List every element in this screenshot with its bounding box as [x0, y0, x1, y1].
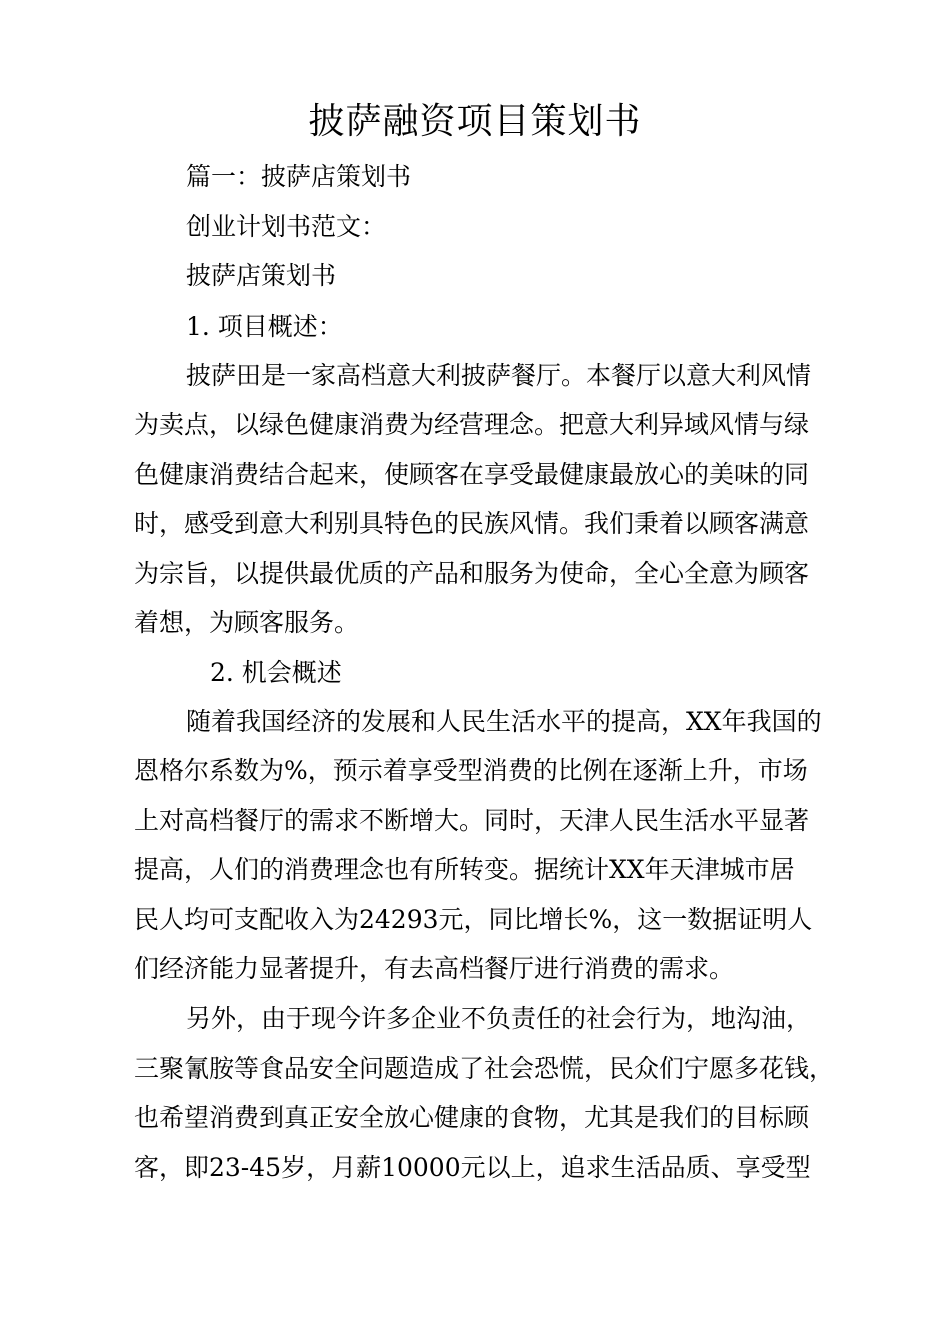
paragraph-line: 为宗旨，以提供最优质的产品和服务为使命，全心全意为顾客 [134, 559, 810, 588]
paragraph-line: 提高，人们的消费理念也有所转变。据统计XX年天津城市居 [134, 855, 795, 884]
paragraph-line: 另外，由于现今许多企业不负责任的社会行为，地沟油， [186, 1004, 812, 1033]
paragraph-line: 随着我国经济的发展和人民生活水平的提高，XX年我国的 [186, 707, 822, 736]
paragraph-line: 客，即23-45岁，月薪10000元以上，追求生活品质、享受型 [134, 1153, 811, 1182]
document-title: 披萨融资项目策划书 [308, 101, 642, 142]
paragraph-line: 三聚氰胺等食品安全问题造成了社会恐慌，民众们宁愿多花钱， [134, 1054, 835, 1083]
paragraph-line: 恩格尔系数为%，预示着享受型消费的比例在逐渐上升，市场 [134, 756, 808, 785]
text-line: 披萨店策划书 [186, 261, 337, 290]
section-heading: 篇一：披萨店策划书 [186, 162, 412, 191]
paragraph-line: 民人均可支配收入为24293元，同比增长%，这一数据证明人 [134, 905, 813, 934]
paragraph-line: 也希望消费到真正安全放心健康的食物，尤其是我们的目标顾 [134, 1103, 810, 1132]
paragraph-line: 上对高档餐厅的需求不断增大。同时，天津人民生活水平显著 [134, 806, 810, 835]
paragraph-line: 为卖点，以绿色健康消费为经营理念。把意大利异域风情与绿 [134, 410, 810, 439]
text-line: 创业计划书范文： [186, 212, 387, 241]
section-heading: 1. 项目概述： [186, 312, 343, 341]
paragraph-line: 着想，为顾客服务。 [134, 608, 360, 637]
paragraph-line: 时，感受到意大利别具特色的民族风情。我们秉着以顾客满意 [134, 509, 810, 538]
paragraph-line: 色健康消费结合起来，使顾客在享受最健康最放心的美味的同 [134, 460, 810, 489]
section-heading: 2. 机会概述 [210, 658, 342, 687]
paragraph-line: 披萨田是一家高档意大利披萨餐厅。本餐厅以意大利风情 [186, 361, 812, 390]
paragraph-line: 们经济能力显著提升，有去高档餐厅进行消费的需求。 [134, 954, 735, 983]
